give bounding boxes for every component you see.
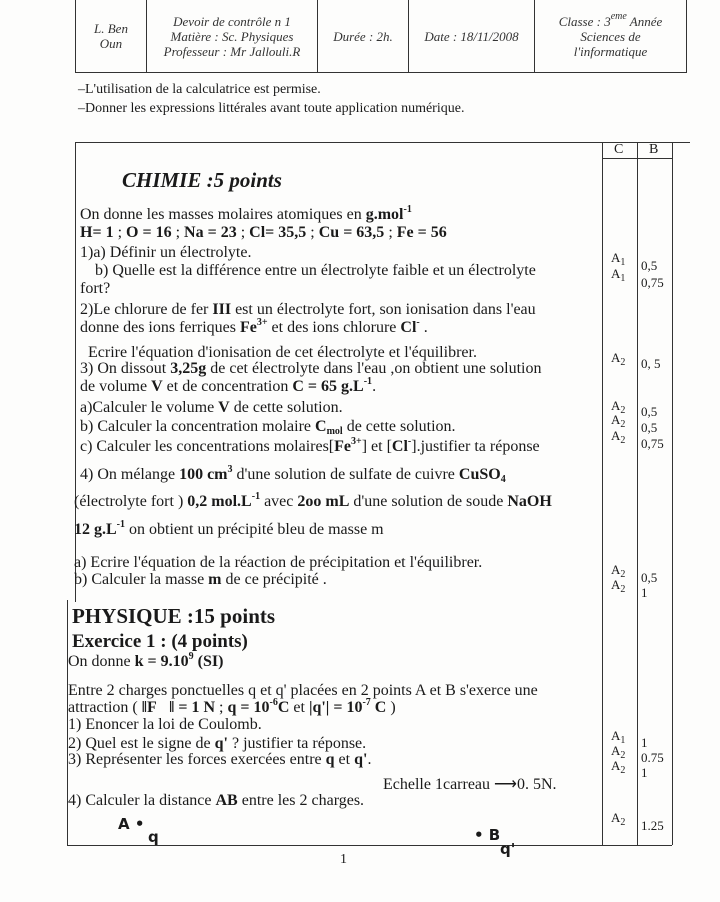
text-segment: on obtient un précipité bleu de masse m — [125, 521, 384, 538]
text-segment: On donne les masses molaires atomiques en — [80, 206, 366, 223]
text-line — [68, 699, 396, 717]
duration-cell — [318, 0, 409, 72]
text-segment: On donne — [68, 653, 135, 670]
column-c-header: C — [614, 142, 624, 157]
text-line — [80, 418, 456, 436]
class-level: Classe : 3eme Année — [558, 10, 663, 29]
text-line — [68, 792, 364, 810]
text-line — [68, 653, 223, 671]
text-line — [80, 319, 428, 337]
text-segment: q — [325, 751, 335, 768]
text-segment: de cette solution. — [229, 399, 343, 416]
text-segment: 2)Le chlorure de fer — [80, 301, 213, 318]
text-segment: ? justifier ta réponse. — [227, 735, 367, 752]
text-line — [68, 751, 371, 769]
text-segment: q' — [354, 751, 368, 768]
text-segment: k = 9.10 — [134, 653, 189, 670]
text-segment: . — [372, 378, 377, 395]
text-line — [80, 466, 506, 484]
text-segment: 2) Quel est le signe de — [68, 735, 215, 752]
text-line — [74, 521, 384, 539]
instruction: –L'utilisation de la calculatrice est permise. — [78, 82, 321, 97]
text-segment: C — [315, 418, 327, 435]
criterion-label: $A_2$ — [611, 428, 626, 446]
exam-cell — [147, 0, 318, 72]
text-segment: (SI) — [193, 653, 224, 670]
text-line — [68, 716, 262, 734]
text-segment: Cl — [400, 319, 417, 336]
text-segment: Na = 23 — [184, 224, 237, 241]
handwritten-charge-qprime: q' — [500, 840, 516, 858]
text-segment: - — [407, 436, 412, 447]
date: Date : 18/11/2008 — [424, 28, 519, 44]
text-line — [72, 604, 275, 629]
text-segment: ; — [306, 224, 319, 241]
text-segment: de cette solution. — [342, 418, 456, 435]
subject: Matière : Sc. Physiques — [170, 28, 294, 44]
text-segment: -1 — [363, 376, 373, 387]
text-segment: ; — [236, 224, 250, 241]
text-segment: d'une solution de soude — [349, 493, 508, 510]
text-segment: 4) On mélange — [80, 466, 180, 483]
text-segment: Exercice 1 : (4 points) — [72, 631, 248, 652]
text-segment: 3 — [227, 464, 233, 475]
text-segment: 3+ — [256, 317, 268, 328]
text-segment: (électrolyte fort ) — [74, 493, 188, 510]
text-line — [68, 682, 538, 700]
criterion-label: $A_1$ — [611, 250, 626, 268]
text-segment: . — [367, 751, 372, 768]
text-segment: attraction ( — [68, 699, 142, 716]
page-number: 1 — [340, 852, 347, 867]
text-segment: est un électrolyte fort, son ionisation dans l'eau — [231, 301, 536, 318]
text-segment: H= 1 — [80, 224, 114, 241]
text-segment: de ce précipité . — [221, 571, 327, 588]
text-segment: ] et [ — [361, 438, 392, 455]
text-segment: -1 — [251, 491, 261, 502]
frame-top — [75, 142, 690, 143]
text-segment: ; — [384, 224, 397, 241]
criterion-label: $A_2$ — [611, 398, 626, 416]
criterion-label: $A_2$ — [611, 810, 626, 828]
text-segment: 3,25g — [170, 360, 207, 377]
text-segment: O = 16 — [126, 224, 172, 241]
text-segment: . — [419, 319, 428, 336]
text-line — [80, 244, 251, 262]
exam-title: Devoir de contrôle n 1 — [173, 13, 291, 29]
handwritten-point-a: A • — [118, 815, 145, 833]
text-segment: a) Ecrire l'équation de la réaction de précipitation et l'équilibrer. — [74, 554, 483, 571]
text-segment: 9 — [188, 651, 194, 662]
text-segment: b) Quelle est la différence entre un électrolyte faible et un électrolyte — [95, 262, 536, 279]
text-line — [80, 301, 536, 319]
text-segment: Ecrire l'équation d'ionisation de cet électrolyte et l'équilibrer. — [88, 344, 477, 361]
class-section-2: l'informatique — [573, 43, 648, 59]
text-segment: C = 65 g.L — [292, 378, 364, 395]
score-value: 0,5 — [641, 420, 658, 435]
text-segment: -1 — [116, 519, 126, 530]
text-segment: Entre 2 charges ponctuelles q et q' placées en 2 points A et B s'exerce une — [68, 682, 538, 699]
column-end-line — [672, 142, 673, 845]
text-segment: Fe = 56 — [396, 224, 447, 241]
text-segment: c) Calculer les concentrations molaires[ — [80, 438, 335, 455]
text-segment: q' — [214, 735, 228, 752]
text-segment: -7 — [362, 697, 371, 708]
column-b-header: B — [649, 142, 659, 157]
text-segment: C — [370, 699, 387, 716]
handwritten-point-b: • B — [474, 826, 501, 844]
school-name-2: Oun — [99, 36, 123, 51]
criterion-label: $A_1$ — [611, 266, 626, 284]
score-value: 1 — [641, 765, 648, 780]
criterion-label: $A_2$ — [611, 758, 626, 776]
text-segment: ; — [215, 699, 228, 716]
criterion-label: $A_1$ — [611, 728, 626, 746]
text-segment: 1)a) Définir un électrolyte. — [80, 244, 252, 261]
score-value: 0,5 — [641, 570, 658, 585]
text-segment: d'une solution de sulfate de cuivre — [232, 466, 459, 483]
criterion-label: $A_2$ — [611, 412, 626, 430]
school-name: L. Ben — [94, 21, 128, 36]
text-line — [74, 554, 482, 572]
text-segment: 12 g.L — [74, 521, 117, 538]
text-segment: m — [208, 571, 222, 588]
duration: Durée : 2h. — [333, 28, 393, 44]
teacher: Professeur : Mr Jallouli.R — [163, 43, 301, 59]
text-segment: PHYSIQUE :15 points — [72, 604, 276, 628]
text-segment: C — [277, 699, 290, 716]
handwritten-charge-q: q — [148, 828, 159, 846]
criterion-label: $A_2$ — [611, 562, 626, 580]
text-line — [80, 206, 412, 224]
text-segment: 3) Représenter les forces exercées entre — [68, 751, 326, 768]
text-segment: ].justifier ta réponse — [411, 438, 540, 455]
text-line — [80, 224, 447, 242]
text-segment: CuSO — [458, 466, 501, 483]
text-segment: ) — [386, 699, 396, 716]
score-value: 0,75 — [641, 275, 664, 290]
text-segment: NaOH — [507, 493, 552, 510]
text-line — [74, 493, 552, 511]
text-segment: - — [416, 317, 420, 328]
text-segment: -1 — [403, 204, 412, 215]
text-segment: Fe — [239, 319, 257, 336]
text-segment: de volume — [80, 378, 152, 395]
criterion-label: $A_2$ — [611, 743, 626, 761]
text-segment: fort? — [80, 280, 111, 297]
score-value: 0,75 — [641, 436, 664, 451]
text-segment: entre les 2 charges. — [237, 792, 365, 809]
text-segment: a)Calculer le volume — [80, 399, 219, 416]
text-segment: -6 — [269, 697, 278, 708]
date-cell — [409, 0, 535, 72]
text-segment: donne des ions ferriques — [80, 319, 240, 336]
text-line — [80, 438, 540, 456]
text-line — [383, 774, 557, 794]
text-segment: 1) Enoncer la loi de Coulomb. — [68, 716, 262, 733]
text-segment: V — [151, 378, 163, 395]
text-line — [95, 262, 536, 280]
text-segment: b) Calculer la masse — [74, 571, 209, 588]
criterion-label: $A_2$ — [611, 577, 626, 595]
text-segment: III — [212, 301, 232, 318]
text-segment: avec — [260, 493, 298, 510]
text-segment: AB — [215, 792, 238, 809]
text-line — [80, 360, 541, 378]
score-value: 1 — [641, 585, 648, 600]
text-segment: Cl= 35,5 — [249, 224, 307, 241]
text-line — [72, 631, 248, 653]
score-value: 1.25 — [641, 818, 664, 833]
text-segment: Fe — [334, 438, 351, 455]
text-segment: q = 10 — [227, 699, 270, 716]
text-line — [80, 378, 376, 396]
score-value: 1 — [641, 735, 648, 750]
chimie-title: CHIMIE :5 points — [122, 168, 282, 192]
text-segment: et — [334, 751, 355, 768]
text-segment: 3+ — [351, 436, 362, 447]
class-section: Sciences de — [580, 28, 641, 44]
text-segment: Cl — [391, 438, 408, 455]
text-segment: ‖F⃗‖ = 1 N — [141, 699, 216, 716]
score-value: 0.75 — [641, 750, 664, 765]
column-b-line — [637, 142, 638, 845]
column-c-line — [602, 142, 603, 845]
text-segment: 4) Calculer la distance — [68, 792, 216, 809]
instruction: –Donner les expressions littérales avant toute application numérique. — [78, 101, 465, 116]
text-segment: Echelle 1carreau ⟶0. 5N. — [383, 776, 557, 793]
criterion-label: $A_2$ — [611, 350, 626, 368]
score-value: 0,5 — [641, 258, 658, 273]
text-segment: 0,2 mol.L — [187, 493, 252, 510]
text-segment: V — [218, 399, 230, 416]
text-segment: mol — [326, 426, 343, 437]
text-segment: ; — [171, 224, 185, 241]
text-segment: g.mol — [365, 206, 404, 223]
text-segment: et des ions chlorure — [267, 319, 401, 336]
header-table — [75, 0, 687, 73]
text-line — [80, 280, 110, 298]
text-segment: 4 — [500, 474, 506, 485]
text-segment: et — [289, 699, 309, 716]
text-segment: Cu = 63,5 — [318, 224, 385, 241]
text-line — [80, 399, 343, 417]
score-value: 0,5 — [641, 404, 658, 419]
school-cell — [76, 0, 147, 72]
text-segment: 100 cm — [179, 466, 228, 483]
text-segment: ; — [113, 224, 127, 241]
text-segment: 3) On dissout — [80, 360, 171, 377]
text-segment: et de concentration — [162, 378, 293, 395]
text-segment: 2oo mL — [297, 493, 350, 510]
score-value: 0, 5 — [641, 356, 661, 371]
class-cell — [535, 0, 686, 72]
text-line — [74, 571, 327, 589]
text-segment: b) Calculer la concentration molaire — [80, 418, 316, 435]
text-segment: de cet électrolyte dans l'eau ,on obtient une solution — [206, 360, 542, 377]
text-segment: |q'| = 10 — [308, 699, 363, 716]
